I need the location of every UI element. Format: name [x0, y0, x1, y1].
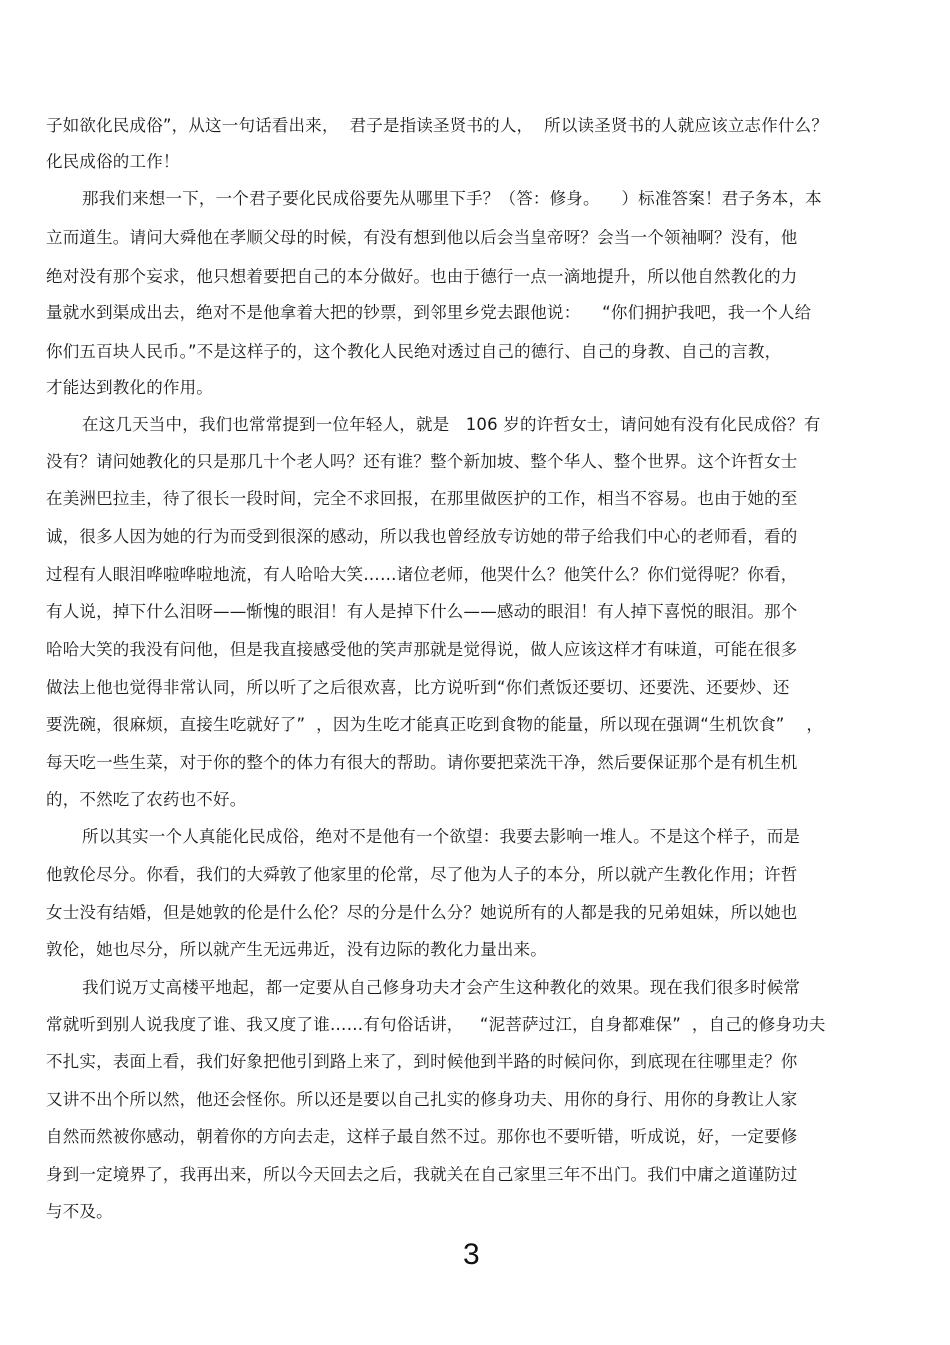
text-line: 化民成俗的工作！: [46, 152, 180, 171]
text-line: 做法上他也觉得非常认同，所以听了之后很欢喜，比方说听到“你们煮饭还要切、还要洗、还要炒、还: [46, 678, 790, 697]
text-line: 立而道生。请问大舜他在孝顺父母的时候，有没有想到他以后会当皇帝呀？会当一个领袖啊？没有，他: [46, 228, 798, 247]
text-line: 绝对没有那个妄求，他只想着要把自己的本分做好。也由于德行一点一滴地提升，所以他自然教化的力: [46, 267, 798, 286]
text-line: 敦伦，她也尽分，所以就产生无远弗近，没有边际的教化力量出来。: [46, 940, 547, 959]
text-line: 常就听到别人说我度了谁、我又度了谁……有句俗话讲， “泥菩萨过江，自身都难保” ，自己的修身功夫: [46, 1015, 826, 1034]
text-line: 过程有人眼泪哗啦哗啦地流，有人哈哈大笑……诸位老师，他哭什么？他笑什么？你们觉得呢？你看，: [46, 565, 798, 584]
text-line: 每天吃一些生菜，对于你的整个的体力有很大的帮助。请你要把菜洗干净，然后要保证那个是有机生机: [46, 753, 798, 772]
text-line: 才能达到教化的作用。: [46, 378, 213, 397]
text-line: 与不及。: [46, 1202, 113, 1221]
text-line: 你们五百块人民币。”不是这样子的，这个教化人民绝对透过自己的德行、自己的身教、自己的言教，: [46, 342, 782, 361]
text-line: 自然而然被你感动，朝着你的方向去走，这样子最自然不过。那你也不要听错，听成说，好，一定要修: [46, 1127, 798, 1146]
text-line: 的，不然吃了农药也不好。: [46, 790, 247, 809]
text-line: 他敦伦尽分。你看，我们的大舜敦了他家里的伦常，尽了他为人子的本分，所以就产生教化作用；许哲: [46, 865, 798, 884]
text-line: 子如欲化民成俗”，从这一句话看出来， 君子是指读圣贤书的人， 所以读圣贤书的人就应该立志作什么？: [46, 116, 829, 135]
text-line: 身到一定境界了，我再出来，所以今天回去之后，我就关在自己家里三年不出门。我们中庸之道谨防过: [46, 1165, 798, 1184]
text-line: 那我们来想一下，一个君子要化民成俗要先从哪里下手？（答：修身。 ）标准答案！君子务本，本: [82, 189, 822, 208]
text-line: 所以其实一个人真能化民成俗，绝对不是他有一个欲望：我要去影响一堆人。不是这个样子，而是: [82, 827, 801, 846]
page-number: 3: [463, 1238, 480, 1271]
text-line: 我们说万丈高楼平地起，都一定要从自己修身功夫才会产生这种教化的效果。现在我们很多时候常: [82, 978, 801, 997]
text-line: 量就水到渠成出去，绝对不是他拿着大把的钞票，到邻里乡党去跟他说： “你们拥护我吧，我一个人给: [46, 303, 812, 322]
text-line: 在这几天当中，我们也常常提到一位年轻人，就是 106 岁的许哲女士，请问她有没有化民成俗？有: [82, 415, 821, 434]
text-line: 女士没有结婚，但是她敦的伦是什么伦？尽的分是什么分？她说所有的人都是我的兄弟姐妹，所以她也: [46, 903, 798, 922]
text-line: 哈哈大笑的我没有问他，但是我直接感受他的笑声那就是觉得说，做人应该这样才有味道，可能在很多: [46, 640, 798, 659]
text-line: 没有？请问她教化的只是那几十个老人吗？还有谁？整个新加坡、整个华人、整个世界。这个许哲女士: [46, 452, 798, 471]
text-line: 要洗碗，很麻烦，直接生吃就好了” ，因为生吃才能真正吃到食物的能量，所以现在强调“生机饮食” ，: [46, 715, 824, 734]
text-line: 在美洲巴拉圭，待了很长一段时间，完全不求回报，在那里做医护的工作，相当不容易。也由于她的至: [46, 489, 798, 508]
text-line: 不扎实，表面上看，我们好象把他引到路上来了，到时候他到半路的时候问你，到底现在往哪里走？你: [46, 1052, 798, 1071]
text-line: 又讲不出个所以然，他还会怪你。所以还是要以自己扎实的修身功夫、用你的身行、用你的身教让人家: [46, 1090, 798, 1109]
text-line: 诚，很多人因为她的行为而受到很深的感动，所以我也曾经放专访她的带子给我们中心的老师看，看的: [46, 527, 798, 546]
text-line: 有人说，掉下什么泪呀——惭愧的眼泪！有人是掉下什么——感动的眼泪！有人掉下喜悦的眼泪。那个: [46, 602, 798, 621]
